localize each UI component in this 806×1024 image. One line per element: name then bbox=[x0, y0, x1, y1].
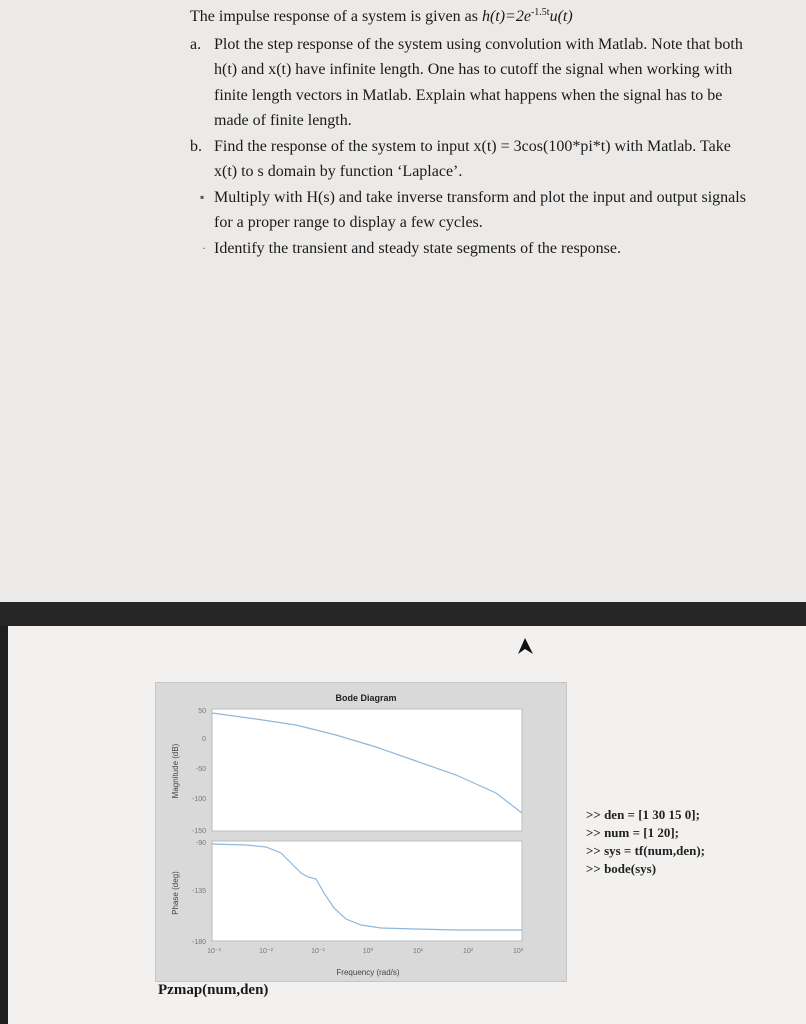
freq-tick: 10⁰ bbox=[362, 948, 374, 955]
bode-figure bbox=[155, 682, 567, 982]
item-b-line2: Multiply with H(s) and take inverse transform and plot the input and output signals for a proper range to display a few cycles. bbox=[214, 188, 746, 231]
intro-unit-step: u(t) bbox=[549, 8, 573, 25]
figure-title: Bode Diagram bbox=[335, 693, 397, 703]
freq-tick: 10¹ bbox=[412, 948, 424, 955]
item-a-text: Plot the step response of the system using convolution with Matlab. Note that both h(t) and x(t) have infinite length. One has to cutoff the signal when working with finite length vectors in Matlab. Explain what happens when the signal has to be made of finite length. bbox=[214, 35, 743, 129]
item-a bbox=[190, 32, 750, 134]
phase-tick: -90 bbox=[195, 840, 206, 847]
freq-tick: 10³ bbox=[512, 948, 524, 955]
mag-tick: -100 bbox=[191, 796, 206, 803]
item-b-line1: Find the response of the system to input x(t) = 3cos(100*pi*t) with Matlab. Take x(t) to s domain by function ‘Laplace’. bbox=[214, 137, 731, 180]
problem-statement bbox=[190, 4, 750, 261]
matlab-commands bbox=[586, 806, 705, 878]
freq-tick: 10⁻¹ bbox=[311, 948, 325, 955]
command-line: >> bode(sys) bbox=[586, 861, 657, 876]
command-line: >> den = [1 30 15 0]; bbox=[586, 807, 700, 822]
magnitude-axes bbox=[212, 709, 522, 831]
command-line: >> sys = tf(num,den); bbox=[586, 843, 706, 858]
mouse-cursor-icon bbox=[515, 636, 537, 658]
item-b-line2-wrap bbox=[200, 185, 750, 236]
item-b-line3: Identify the transient and steady state segments of the response. bbox=[214, 239, 621, 257]
phase-axis-label: Phase (deg) bbox=[171, 871, 180, 915]
bullet-dot-icon: ▪ bbox=[200, 189, 205, 204]
figure-caption: Pzmap(num,den) bbox=[158, 982, 269, 998]
command-line: >> num = [1 20]; bbox=[586, 825, 679, 840]
freq-tick: 10² bbox=[462, 948, 474, 955]
freq-tick: 10⁻³ bbox=[207, 948, 221, 955]
problem-intro bbox=[190, 4, 750, 32]
phase-tick: -180 bbox=[191, 939, 206, 946]
item-b-label: b. bbox=[190, 137, 202, 155]
mag-tick: -50 bbox=[195, 766, 206, 773]
phase-tick: -135 bbox=[191, 888, 206, 895]
mag-tick: 0 bbox=[202, 736, 206, 743]
intro-exponent: -1.5t bbox=[530, 7, 550, 18]
bode-plot-svg bbox=[156, 683, 566, 981]
item-b-line3-wrap bbox=[202, 236, 750, 262]
mag-tick: 50 bbox=[198, 708, 206, 715]
item-b bbox=[190, 134, 750, 262]
page-divider bbox=[0, 602, 806, 626]
freq-tick: 10⁻² bbox=[259, 948, 273, 955]
bullet-dot-icon: · bbox=[202, 240, 206, 255]
item-a-label: a. bbox=[190, 35, 202, 53]
frequency-axis-label: Frequency (rad/s) bbox=[336, 968, 400, 977]
mag-tick: -150 bbox=[191, 828, 206, 835]
intro-prefix: The impulse response of a system is given as bbox=[190, 8, 482, 25]
magnitude-axis-label: Magnitude (dB) bbox=[171, 743, 180, 799]
intro-formula: h(t)=2e bbox=[481, 8, 531, 25]
